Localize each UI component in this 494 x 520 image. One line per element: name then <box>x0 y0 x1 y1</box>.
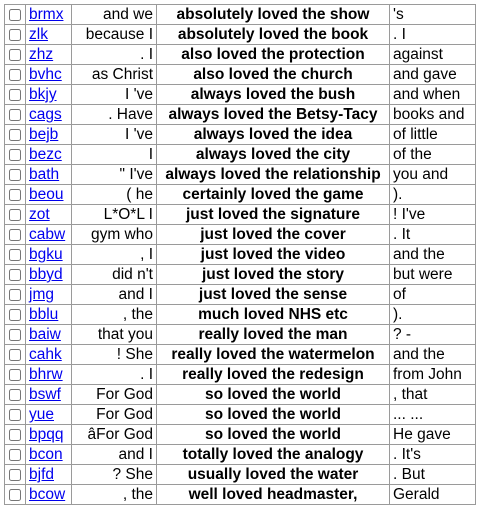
concordance-rows <box>5 5 476 505</box>
doc-id-link[interactable]: bbyd <box>29 266 63 283</box>
left-context: I 've <box>72 125 157 145</box>
row-checkbox[interactable] <box>9 269 21 281</box>
doc-id-link[interactable]: bpqq <box>29 426 64 443</box>
row-select-cell <box>5 5 26 25</box>
left-context: did n't <box>72 265 157 285</box>
left-context: because I <box>72 25 157 45</box>
keyword-in-context: just loved the cover <box>157 225 390 245</box>
doc-id-cell <box>26 385 72 405</box>
doc-id-link[interactable]: bgku <box>29 246 63 263</box>
keyword-in-context: also loved the church <box>157 65 390 85</box>
left-context: ( he <box>72 185 157 205</box>
doc-id-cell <box>26 165 72 185</box>
doc-id-cell <box>26 485 72 505</box>
row-select-cell <box>5 145 26 165</box>
table-row <box>5 125 476 145</box>
row-checkbox[interactable] <box>9 169 21 181</box>
row-select-cell <box>5 65 26 85</box>
left-context: . I <box>72 45 157 65</box>
left-context: ! She <box>72 345 157 365</box>
row-checkbox[interactable] <box>9 389 21 401</box>
right-context: and the <box>390 345 476 365</box>
right-context: but were <box>390 265 476 285</box>
left-context: and we <box>72 5 157 25</box>
table-row <box>5 165 476 185</box>
doc-id-cell <box>26 305 72 325</box>
table-row <box>5 465 476 485</box>
row-select-cell <box>5 465 26 485</box>
table-row <box>5 45 476 65</box>
right-context: ... ... <box>390 405 476 425</box>
right-context: and gave <box>390 65 476 85</box>
keyword-in-context: well loved headmaster, <box>157 485 390 505</box>
doc-id-link[interactable]: bejb <box>29 126 59 143</box>
doc-id-cell <box>26 185 72 205</box>
row-checkbox[interactable] <box>9 329 21 341</box>
doc-id-link[interactable]: brmx <box>29 6 64 23</box>
table-row <box>5 485 476 505</box>
right-context: , that <box>390 385 476 405</box>
right-context: He gave <box>390 425 476 445</box>
doc-id-link[interactable]: zhz <box>29 46 54 63</box>
left-context: . Have <box>72 105 157 125</box>
keyword-in-context: much loved NHS etc <box>157 305 390 325</box>
keyword-in-context: totally loved the analogy <box>157 445 390 465</box>
right-context: of the <box>390 145 476 165</box>
doc-id-link[interactable]: cahk <box>29 346 62 363</box>
table-row <box>5 305 476 325</box>
row-checkbox[interactable] <box>9 469 21 481</box>
table-row <box>5 105 476 125</box>
table-row <box>5 65 476 85</box>
keyword-in-context: so loved the world <box>157 405 390 425</box>
left-context: I <box>72 145 157 165</box>
doc-id-link[interactable]: yue <box>29 406 54 423</box>
doc-id-cell <box>26 365 72 385</box>
right-context: . It <box>390 225 476 245</box>
right-context: . It's <box>390 445 476 465</box>
doc-id-cell <box>26 245 72 265</box>
doc-id-link[interactable]: cabw <box>29 226 66 243</box>
doc-id-cell <box>26 25 72 45</box>
keyword-in-context: absolutely loved the book <box>157 25 390 45</box>
doc-id-cell <box>26 105 72 125</box>
keyword-in-context: really loved the redesign <box>157 365 390 385</box>
keyword-in-context: just loved the sense <box>157 285 390 305</box>
right-context: . I <box>390 25 476 45</box>
table-row <box>5 345 476 365</box>
right-context: 's <box>390 5 476 25</box>
row-checkbox[interactable] <box>9 249 21 261</box>
row-select-cell <box>5 445 26 465</box>
left-context: , the <box>72 305 157 325</box>
right-context: Gerald <box>390 485 476 505</box>
doc-id-link[interactable]: baiw <box>29 326 61 343</box>
left-context: gym who <box>72 225 157 245</box>
right-context: . But <box>390 465 476 485</box>
table-row <box>5 265 476 285</box>
doc-id-cell <box>26 145 72 165</box>
right-context: ! I've <box>390 205 476 225</box>
row-checkbox[interactable] <box>9 9 21 21</box>
doc-id-cell <box>26 85 72 105</box>
doc-id-link[interactable]: bblu <box>29 306 59 323</box>
doc-id-cell <box>26 205 72 225</box>
table-row <box>5 85 476 105</box>
table-row <box>5 25 476 45</box>
row-checkbox[interactable] <box>9 489 21 501</box>
doc-id-cell <box>26 285 72 305</box>
right-context: of little <box>390 125 476 145</box>
row-checkbox[interactable] <box>9 89 21 101</box>
row-checkbox[interactable] <box>9 309 21 321</box>
doc-id-link[interactable]: bhrw <box>29 366 63 383</box>
doc-id-cell <box>26 225 72 245</box>
doc-id-link[interactable]: bath <box>29 166 60 183</box>
left-context: as Christ <box>72 65 157 85</box>
left-context: âFor God <box>72 425 157 445</box>
doc-id-cell <box>26 125 72 145</box>
row-checkbox[interactable] <box>9 129 21 141</box>
keyword-in-context: always loved the idea <box>157 125 390 145</box>
doc-id-link[interactable]: bezc <box>29 146 62 163</box>
concordance-table <box>4 4 476 505</box>
doc-id-cell <box>26 5 72 25</box>
row-select-cell <box>5 385 26 405</box>
row-select-cell <box>5 25 26 45</box>
keyword-in-context: always loved the city <box>157 145 390 165</box>
left-context: that you <box>72 325 157 345</box>
row-checkbox[interactable] <box>9 429 21 441</box>
table-row <box>5 425 476 445</box>
doc-id-link[interactable]: bjfd <box>29 466 54 483</box>
table-row <box>5 205 476 225</box>
left-context: For God <box>72 405 157 425</box>
keyword-in-context: just loved the story <box>157 265 390 285</box>
row-select-cell <box>5 125 26 145</box>
row-checkbox[interactable] <box>9 409 21 421</box>
row-checkbox[interactable] <box>9 229 21 241</box>
keyword-in-context: just loved the signature <box>157 205 390 225</box>
row-checkbox[interactable] <box>9 49 21 61</box>
doc-id-link[interactable]: zot <box>29 206 50 223</box>
row-select-cell <box>5 105 26 125</box>
row-checkbox[interactable] <box>9 29 21 41</box>
row-select-cell <box>5 305 26 325</box>
keyword-in-context: always loved the Betsy-Tacy <box>157 105 390 125</box>
keyword-in-context: always loved the bush <box>157 85 390 105</box>
keyword-in-context: so loved the world <box>157 385 390 405</box>
row-checkbox[interactable] <box>9 149 21 161</box>
right-context: ). <box>390 305 476 325</box>
doc-id-link[interactable]: cags <box>29 106 62 123</box>
row-checkbox[interactable] <box>9 189 21 201</box>
row-checkbox[interactable] <box>9 369 21 381</box>
doc-id-cell <box>26 325 72 345</box>
left-context: " I've <box>72 165 157 185</box>
row-checkbox[interactable] <box>9 109 21 121</box>
right-context: you and <box>390 165 476 185</box>
doc-id-link[interactable]: bkjy <box>29 86 57 103</box>
row-checkbox[interactable] <box>9 69 21 81</box>
left-context: For God <box>72 385 157 405</box>
table-row <box>5 445 476 465</box>
left-context: , the <box>72 485 157 505</box>
row-select-cell <box>5 365 26 385</box>
doc-id-cell <box>26 45 72 65</box>
table-row <box>5 5 476 25</box>
row-select-cell <box>5 285 26 305</box>
doc-id-cell <box>26 65 72 85</box>
row-select-cell <box>5 405 26 425</box>
doc-id-cell <box>26 345 72 365</box>
table-row <box>5 145 476 165</box>
right-context: ). <box>390 185 476 205</box>
table-row <box>5 325 476 345</box>
keyword-in-context: usually loved the water <box>157 465 390 485</box>
doc-id-link[interactable]: bvhc <box>29 66 62 83</box>
row-select-cell <box>5 185 26 205</box>
table-row <box>5 185 476 205</box>
table-row <box>5 245 476 265</box>
doc-id-link[interactable]: zlk <box>29 26 48 43</box>
left-context: . I <box>72 365 157 385</box>
keyword-in-context: really loved the man <box>157 325 390 345</box>
table-row <box>5 405 476 425</box>
right-context: ? - <box>390 325 476 345</box>
doc-id-cell <box>26 465 72 485</box>
row-checkbox[interactable] <box>9 349 21 361</box>
left-context: , I <box>72 245 157 265</box>
table-row <box>5 365 476 385</box>
right-context: books and <box>390 105 476 125</box>
row-checkbox[interactable] <box>9 449 21 461</box>
keyword-in-context: just loved the video <box>157 245 390 265</box>
row-checkbox[interactable] <box>9 209 21 221</box>
doc-id-cell <box>26 265 72 285</box>
right-context: from John <box>390 365 476 385</box>
doc-id-link[interactable]: jmg <box>29 286 54 303</box>
doc-id-cell <box>26 425 72 445</box>
row-select-cell <box>5 345 26 365</box>
keyword-in-context: certainly loved the game <box>157 185 390 205</box>
row-checkbox[interactable] <box>9 289 21 301</box>
table-row <box>5 285 476 305</box>
keyword-in-context: really loved the watermelon <box>157 345 390 365</box>
keyword-in-context: so loved the world <box>157 425 390 445</box>
right-context: of <box>390 285 476 305</box>
left-context: ? She <box>72 465 157 485</box>
right-context: and when <box>390 85 476 105</box>
row-select-cell <box>5 245 26 265</box>
right-context: and the <box>390 245 476 265</box>
row-select-cell <box>5 85 26 105</box>
doc-id-link[interactable]: bcon <box>29 446 63 463</box>
doc-id-link[interactable]: beou <box>29 186 64 203</box>
doc-id-cell <box>26 445 72 465</box>
row-select-cell <box>5 45 26 65</box>
row-select-cell <box>5 425 26 445</box>
left-context: I 've <box>72 85 157 105</box>
left-context: L*O*L I <box>72 205 157 225</box>
table-row <box>5 385 476 405</box>
left-context: and I <box>72 285 157 305</box>
keyword-in-context: always loved the relationship <box>157 165 390 185</box>
row-select-cell <box>5 165 26 185</box>
doc-id-link[interactable]: bswf <box>29 386 61 403</box>
table-row <box>5 225 476 245</box>
doc-id-cell <box>26 405 72 425</box>
row-select-cell <box>5 225 26 245</box>
left-context: and I <box>72 445 157 465</box>
row-select-cell <box>5 485 26 505</box>
right-context: against <box>390 45 476 65</box>
keyword-in-context: also loved the protection <box>157 45 390 65</box>
doc-id-link[interactable]: bcow <box>29 486 66 503</box>
row-select-cell <box>5 265 26 285</box>
row-select-cell <box>5 325 26 345</box>
row-select-cell <box>5 205 26 225</box>
keyword-in-context: absolutely loved the show <box>157 5 390 25</box>
